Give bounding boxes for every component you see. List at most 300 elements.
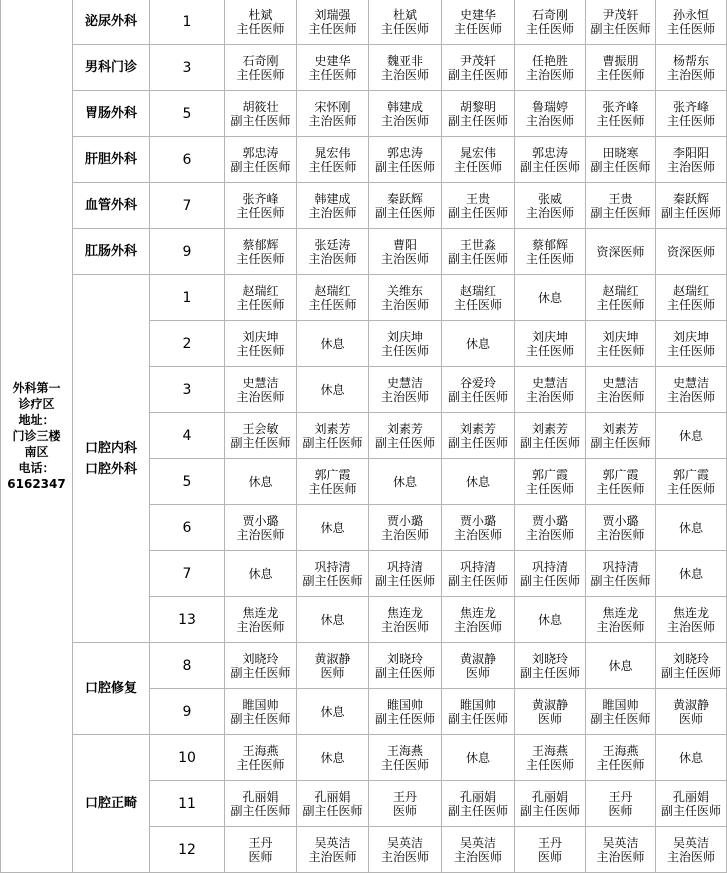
schedule-cell [225, 781, 297, 827]
schedule-cell [297, 229, 369, 275]
schedule-cell [297, 367, 369, 413]
doctor-title: 主任医师 [596, 297, 645, 312]
doctor-name: 王海燕 [242, 743, 279, 758]
doctor-title: 主治医师 [380, 849, 429, 864]
schedule-cell [225, 643, 297, 689]
schedule-cell [586, 367, 656, 413]
schedule-cell [297, 597, 369, 643]
room-number: 3 [150, 45, 225, 91]
doctor-name: 睢国帅 [386, 697, 423, 712]
doctor-title: 医师 [465, 665, 490, 680]
doctor-name: 王丹 [248, 835, 273, 850]
room-number: 7 [150, 551, 225, 597]
doctor-title: 主任医师 [596, 113, 645, 128]
doctor-name: 刘庆坤 [602, 329, 639, 344]
schedule-cell [656, 781, 727, 827]
schedule-cell [656, 321, 727, 367]
doctor-name: 胡黎明 [459, 99, 496, 114]
area-info-line: 地址： [18, 412, 55, 427]
doctor-title: 医师 [320, 665, 345, 680]
room-number: 9 [150, 689, 225, 735]
doctor-name: 郭广霞 [672, 467, 709, 482]
area-info-line: 南区 [24, 444, 49, 459]
schedule-cell [297, 0, 369, 45]
doctor-title: 主任医师 [666, 343, 715, 358]
doctor-name: 胡筱壮 [242, 99, 279, 114]
doctor-title: 副主任医师 [519, 665, 580, 680]
schedule-cell [225, 689, 297, 735]
doctor-title: 主治医师 [666, 619, 715, 634]
doctor-title: 副主任医师 [519, 573, 580, 588]
department-name [73, 183, 150, 229]
room-number: 3 [150, 367, 225, 413]
doctor-title: 副主任医师 [447, 435, 508, 450]
schedule-cell [225, 505, 297, 551]
schedule-cell [442, 827, 515, 873]
doctor-name: 蔡郁辉 [531, 237, 568, 252]
schedule-cell [225, 137, 297, 183]
doctor-title: 副主任医师 [447, 711, 508, 726]
schedule-cell [586, 735, 656, 781]
doctor-name: 孔丽娟 [672, 789, 709, 804]
table-row [1, 229, 727, 275]
table-row [1, 137, 727, 183]
room-number: 8 [150, 643, 225, 689]
rest-label: 休息 [320, 750, 345, 765]
doctor-title: 主任医师 [525, 21, 574, 36]
doctor-title: 主治医师 [596, 527, 645, 542]
doctor-name: 赵瑞红 [672, 283, 709, 298]
doctor-name: 史慧洁 [242, 375, 279, 390]
doctor-name: 王丹 [392, 789, 417, 804]
schedule-cell [442, 275, 515, 321]
doctor-name: 巩持清 [531, 559, 568, 574]
schedule-cell [442, 183, 515, 229]
schedule-cell [442, 505, 515, 551]
schedule-cell [656, 413, 727, 459]
schedule-cell [369, 413, 442, 459]
doctor-title: 副主任医师 [374, 205, 435, 220]
schedule-cell [297, 137, 369, 183]
doctor-title: 主治医师 [453, 619, 502, 634]
schedule-cell [225, 91, 297, 137]
schedule-cell [586, 643, 656, 689]
schedule-cell [297, 459, 369, 505]
schedule-cell [515, 781, 586, 827]
doctor-title: 副主任医师 [660, 803, 721, 818]
doctor-name: 魏亚非 [386, 53, 423, 68]
doctor-title: 主任医师 [236, 67, 285, 82]
doctor-name: 赵瑞红 [602, 283, 639, 298]
doctor-name: 贾小璐 [459, 513, 496, 528]
doctor-title: 主治医师 [525, 205, 574, 220]
department-label: 口腔内科 [84, 440, 137, 456]
table-row [1, 275, 727, 321]
schedule-cell [586, 597, 656, 643]
room-number: 1 [150, 0, 225, 45]
schedule-cell [442, 413, 515, 459]
schedule-cell [225, 459, 297, 505]
doctor-title: 副主任医师 [519, 435, 580, 450]
schedule-cell [442, 781, 515, 827]
schedule-cell [586, 137, 656, 183]
area-info-line: 电话： [18, 460, 55, 475]
area-info-line: 诊疗区 [18, 396, 55, 411]
doctor-name: 刘晓玲 [672, 651, 709, 666]
rest-label: 休息 [465, 336, 490, 351]
schedule-cell [297, 413, 369, 459]
doctor-name: 曹振朋 [602, 53, 639, 68]
rest-label: 休息 [678, 566, 703, 581]
doctor-title: 副主任医师 [447, 67, 508, 82]
schedule-cell [297, 781, 369, 827]
doctor-title: 主任医师 [308, 481, 357, 496]
doctor-title: 副主任医师 [447, 389, 508, 404]
doctor-name: 郭广霞 [602, 467, 639, 482]
doctor-name: 石奇刚 [531, 7, 568, 22]
department-label: 肛肠外科 [84, 244, 137, 259]
doctor-title: 副主任医师 [230, 665, 291, 680]
schedule-cell [369, 0, 442, 45]
doctor-title: 主治医师 [236, 527, 285, 542]
doctor-title: 主治医师 [596, 389, 645, 404]
doctor-title: 副主任医师 [519, 803, 580, 818]
schedule-cell [369, 321, 442, 367]
doctor-name: 刘素芳 [459, 421, 496, 436]
doctor-title: 副主任医师 [590, 573, 651, 588]
schedule-cell [369, 459, 442, 505]
doctor-name: 孔丽娟 [242, 789, 279, 804]
schedule-cell [442, 735, 515, 781]
doctor-name: 孙永恒 [672, 7, 709, 22]
doctor-title: 主治医师 [380, 389, 429, 404]
room-number: 6 [150, 137, 225, 183]
rest-label: 休息 [392, 474, 417, 489]
schedule-cell [225, 551, 297, 597]
doctor-name: 张齐峰 [602, 99, 639, 114]
schedule-cell [225, 597, 297, 643]
doctor-name: 石奇刚 [242, 53, 279, 68]
schedule-cell [515, 229, 586, 275]
schedule-cell [656, 45, 727, 91]
schedule-body [1, 0, 727, 873]
doctor-title: 副主任医师 [590, 159, 651, 174]
doctor-title: 主任医师 [453, 159, 502, 174]
doctor-name: 吴英洁 [672, 835, 709, 850]
schedule-cell [369, 45, 442, 91]
schedule-cell [369, 183, 442, 229]
doctor-name: 睢国帅 [602, 697, 639, 712]
doctor-name: 史建华 [459, 7, 496, 22]
schedule-cell [656, 91, 727, 137]
doctor-name: 刘素芳 [602, 421, 639, 436]
department-label: 血管外科 [84, 198, 137, 213]
doctor-title: 主任医师 [596, 481, 645, 496]
room-number: 7 [150, 183, 225, 229]
rest-label: 休息 [320, 612, 345, 627]
doctor-title: 主治医师 [525, 67, 574, 82]
department-name [73, 229, 150, 275]
doctor-name: 刘庆坤 [386, 329, 423, 344]
schedule-cell [586, 45, 656, 91]
schedule-cell [369, 91, 442, 137]
doctor-name: 焦连龙 [672, 605, 709, 620]
doctor-title: 副主任医师 [660, 205, 721, 220]
doctor-name: 宋怀刚 [314, 99, 351, 114]
schedule-cell [442, 0, 515, 45]
doctor-title: 主任医师 [380, 757, 429, 772]
doctor-name: 韩建成 [314, 191, 351, 206]
doctor-name: 王海燕 [602, 743, 639, 758]
doctor-name: 巩持清 [459, 559, 496, 574]
doctor-name: 吴英洁 [386, 835, 423, 850]
department-name [73, 45, 150, 91]
doctor-title: 主任医师 [525, 251, 574, 266]
department-name [73, 91, 150, 137]
doctor-title: 主治医师 [666, 389, 715, 404]
doctor-title: 副主任医师 [519, 159, 580, 174]
doctor-title: 副主任医师 [447, 573, 508, 588]
doctor-title: 副主任医师 [447, 251, 508, 266]
doctor-title: 主任医师 [453, 21, 502, 36]
doctor-title: 主任医师 [666, 481, 715, 496]
doctor-title: 副主任医师 [590, 21, 651, 36]
doctor-name: 焦连龙 [242, 605, 279, 620]
doctor-name: 秦跃辉 [386, 191, 423, 206]
doctor-title: 主治医师 [596, 849, 645, 864]
area-info-line: 门诊三楼 [12, 428, 61, 443]
department-name [73, 643, 150, 735]
schedule-cell [656, 367, 727, 413]
schedule-cell [369, 229, 442, 275]
doctor-title: 主任医师 [525, 757, 574, 772]
doctor-name: 贾小璐 [386, 513, 423, 528]
schedule-cell [515, 689, 586, 735]
table-row [1, 735, 727, 781]
doctor-title: 副主任医师 [374, 665, 435, 680]
schedule-cell [297, 827, 369, 873]
doctor-title: 副主任医师 [230, 435, 291, 450]
schedule-cell [225, 183, 297, 229]
schedule-cell [225, 45, 297, 91]
doctor-name: 史建华 [314, 53, 351, 68]
schedule-cell [297, 183, 369, 229]
doctor-name: 郭广霞 [314, 467, 351, 482]
doctor-name: 焦连龙 [386, 605, 423, 620]
doctor-title: 主治医师 [308, 113, 357, 128]
schedule-cell [369, 781, 442, 827]
doctor-name: 郭忠涛 [386, 145, 423, 160]
doctor-title: 医师 [678, 711, 703, 726]
table-row [1, 45, 727, 91]
doctor-name: 王贵 [608, 191, 633, 206]
schedule-cell [515, 183, 586, 229]
schedule-cell [225, 827, 297, 873]
schedule-cell [586, 459, 656, 505]
schedule-cell [369, 735, 442, 781]
doctor-name: 资深医师 [596, 244, 645, 259]
doctor-name: 王丹 [537, 835, 562, 850]
schedule-cell [442, 689, 515, 735]
doctor-title: 主任医师 [236, 757, 285, 772]
schedule-cell [656, 827, 727, 873]
schedule-cell [297, 643, 369, 689]
schedule-cell [442, 551, 515, 597]
room-number: 4 [150, 413, 225, 459]
schedule-cell [586, 827, 656, 873]
doctor-title: 医师 [248, 849, 273, 864]
doctor-title: 主任医师 [525, 481, 574, 496]
department-label: 口腔外科 [84, 461, 137, 477]
schedule-cell [515, 643, 586, 689]
doctor-title: 主治医师 [308, 849, 357, 864]
doctor-title: 主治医师 [236, 619, 285, 634]
department-name [73, 735, 150, 873]
schedule-cell [656, 505, 727, 551]
doctor-title: 副主任医师 [447, 205, 508, 220]
area-info-cell [1, 0, 73, 873]
schedule-cell [225, 321, 297, 367]
schedule-cell [369, 827, 442, 873]
doctor-name: 田晓寒 [602, 145, 639, 160]
schedule-cell [297, 735, 369, 781]
doctor-name: 杨帮东 [672, 53, 709, 68]
doctor-title: 主治医师 [380, 113, 429, 128]
room-number: 6 [150, 505, 225, 551]
schedule-cell [656, 0, 727, 45]
doctor-title: 主治医师 [525, 113, 574, 128]
schedule-cell [586, 0, 656, 45]
schedule-cell [656, 459, 727, 505]
doctor-name: 吴英洁 [459, 835, 496, 850]
schedule-cell [369, 643, 442, 689]
doctor-name: 张齐峰 [242, 191, 279, 206]
doctor-title: 副主任医师 [302, 573, 363, 588]
doctor-title: 主任医师 [236, 297, 285, 312]
doctor-name: 韩建成 [386, 99, 423, 114]
schedule-cell [515, 505, 586, 551]
doctor-title: 副主任医师 [230, 711, 291, 726]
doctor-title: 副主任医师 [374, 711, 435, 726]
doctor-title: 主治医师 [380, 297, 429, 312]
schedule-cell [297, 321, 369, 367]
doctor-title: 主任医师 [380, 343, 429, 358]
schedule-cell [656, 597, 727, 643]
schedule-cell [586, 229, 656, 275]
room-number: 5 [150, 459, 225, 505]
doctor-title: 主任医师 [308, 21, 357, 36]
doctor-name: 刘晓玲 [242, 651, 279, 666]
doctor-name: 曹阳 [392, 237, 417, 252]
doctor-title: 医师 [392, 803, 417, 818]
schedule-cell [297, 275, 369, 321]
department-label: 胃肠外科 [84, 106, 137, 121]
doctor-title: 副主任医师 [374, 573, 435, 588]
schedule-cell [297, 551, 369, 597]
schedule-cell [586, 91, 656, 137]
doctor-name: 孔丽娟 [459, 789, 496, 804]
doctor-name: 黄淑静 [459, 651, 496, 666]
doctor-title: 主治医师 [380, 619, 429, 634]
schedule-cell [369, 689, 442, 735]
schedule-cell [369, 505, 442, 551]
schedule-cell [656, 137, 727, 183]
schedule-cell [515, 275, 586, 321]
doctor-title: 主任医师 [596, 67, 645, 82]
schedule-cell [586, 413, 656, 459]
doctor-title: 主任医师 [596, 757, 645, 772]
department-name [73, 0, 150, 45]
doctor-name: 史慧洁 [386, 375, 423, 390]
doctor-title: 主治医师 [308, 205, 357, 220]
schedule-cell [515, 597, 586, 643]
doctor-title: 医师 [537, 711, 562, 726]
doctor-name: 任艳胜 [531, 53, 568, 68]
schedule-cell [586, 689, 656, 735]
rest-label: 休息 [678, 520, 703, 535]
schedule-cell [515, 137, 586, 183]
schedule-cell [656, 183, 727, 229]
doctor-name: 张威 [537, 191, 562, 206]
schedule-cell [515, 413, 586, 459]
table-row [1, 183, 727, 229]
doctor-title: 副主任医师 [230, 159, 291, 174]
schedule-cell [369, 137, 442, 183]
schedule-cell [225, 275, 297, 321]
schedule-cell [515, 367, 586, 413]
schedule-cell [225, 413, 297, 459]
schedule-cell [515, 91, 586, 137]
room-number: 2 [150, 321, 225, 367]
doctor-name: 刘庆坤 [242, 329, 279, 344]
doctor-name: 黄淑静 [531, 697, 568, 712]
doctor-name: 王世淼 [459, 237, 496, 252]
doctor-name: 焦连龙 [602, 605, 639, 620]
doctor-title: 副主任医师 [302, 435, 363, 450]
department-label: 肝胆外科 [84, 152, 137, 167]
schedule-cell [369, 275, 442, 321]
schedule-cell [515, 827, 586, 873]
department-label: 口腔修复 [84, 681, 137, 696]
doctor-title: 主治医师 [666, 849, 715, 864]
doctor-title: 主任医师 [236, 205, 285, 220]
doctor-title: 主治医师 [525, 527, 574, 542]
doctor-title: 主治医师 [453, 527, 502, 542]
schedule-cell [586, 551, 656, 597]
doctor-title: 主任医师 [666, 113, 715, 128]
doctor-title: 医师 [608, 803, 633, 818]
doctor-title: 主任医师 [236, 343, 285, 358]
rest-label: 休息 [537, 290, 562, 305]
doctor-name: 史慧洁 [531, 375, 568, 390]
doctor-name: 资深医师 [666, 244, 715, 259]
doctor-title: 主治医师 [380, 251, 429, 266]
schedule-cell [656, 689, 727, 735]
doctor-name: 鲁瑞婷 [531, 99, 568, 114]
doctor-title: 副主任医师 [230, 113, 291, 128]
doctor-title: 主任医师 [380, 21, 429, 36]
table-row [1, 0, 727, 45]
rest-label: 休息 [678, 428, 703, 443]
doctor-name: 刘晓玲 [386, 651, 423, 666]
doctor-name: 郭广霞 [531, 467, 568, 482]
schedule-cell [515, 735, 586, 781]
schedule-cell [225, 735, 297, 781]
doctor-name: 贾小璐 [531, 513, 568, 528]
doctor-name: 杜斌 [392, 7, 417, 22]
schedule-cell [656, 551, 727, 597]
doctor-title: 副主任医师 [590, 435, 651, 450]
